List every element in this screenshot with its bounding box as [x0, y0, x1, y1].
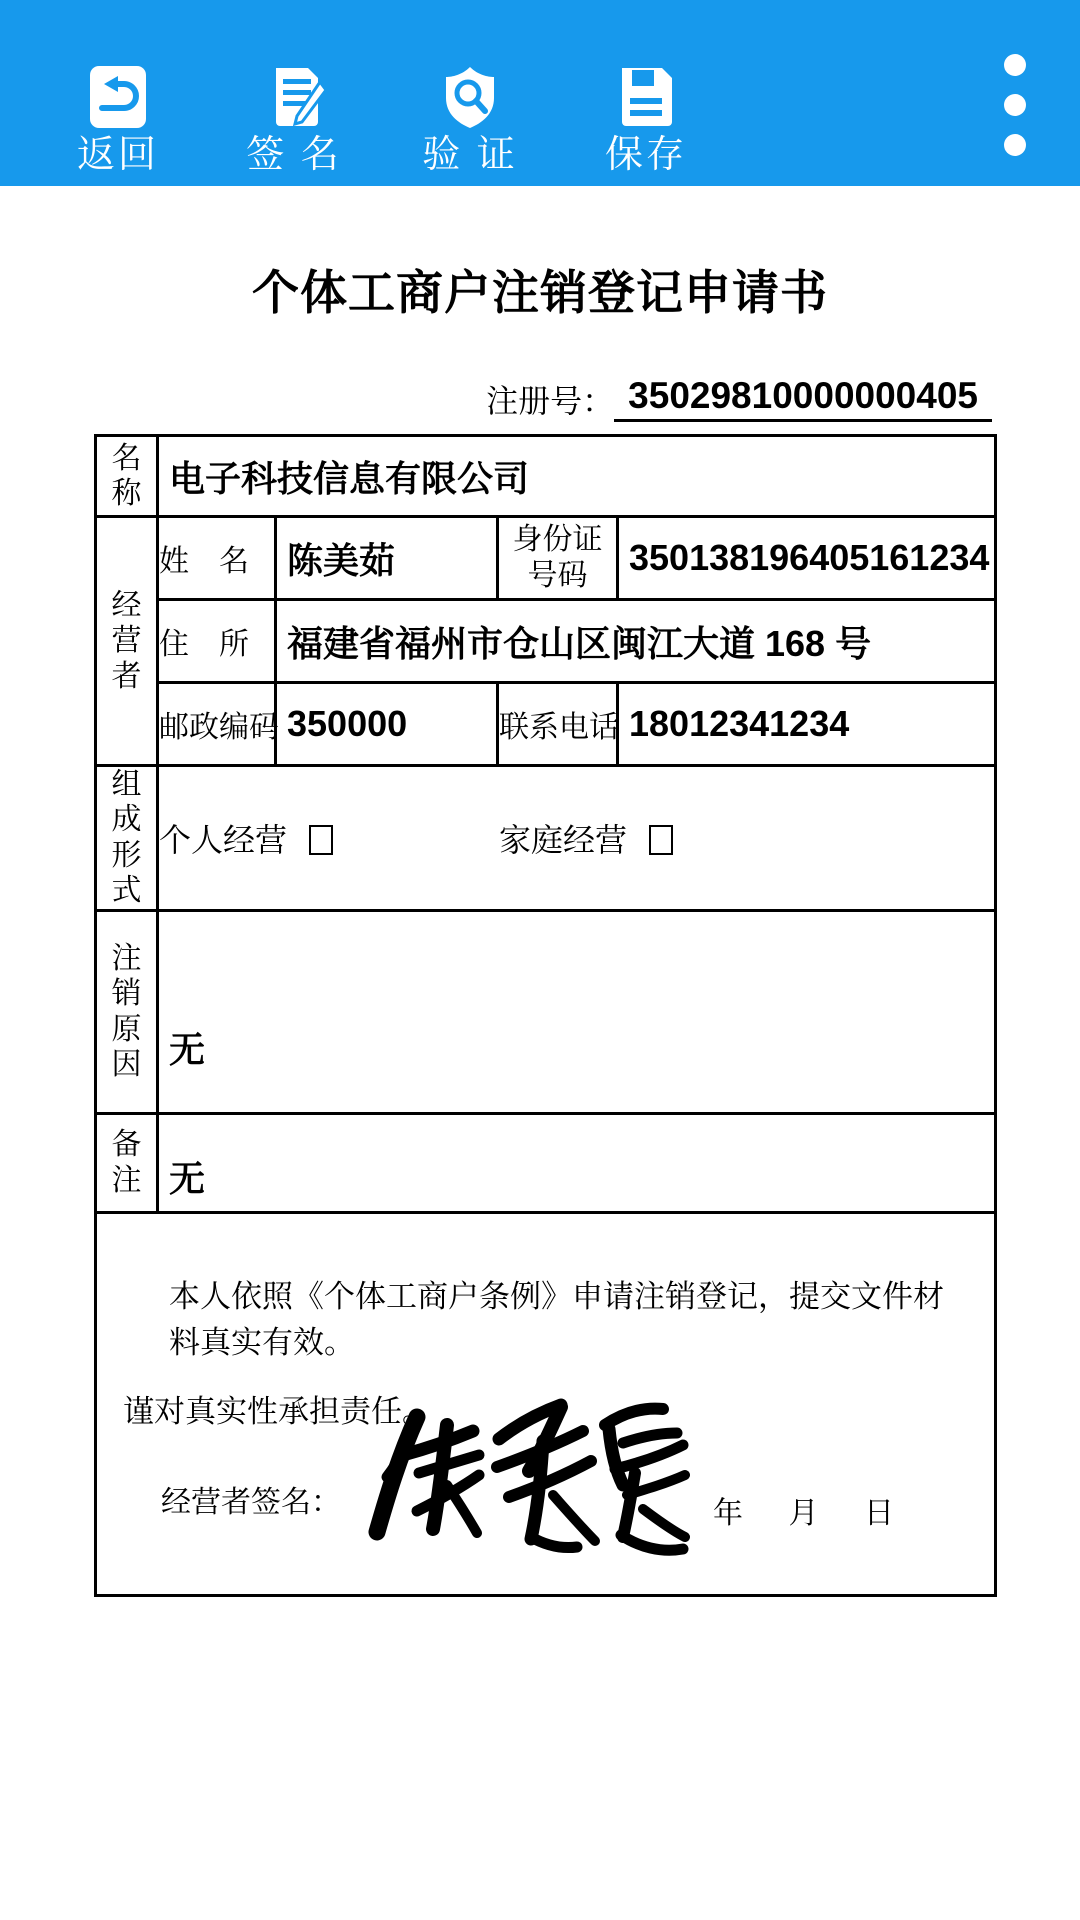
table-row-remark	[96, 1113, 996, 1212]
address-value-cell[interactable]	[276, 600, 996, 683]
date-year-label: 年	[713, 1496, 746, 1530]
remark-value-cell[interactable]	[158, 1113, 996, 1212]
composition-option-family[interactable]	[499, 815, 673, 861]
phone-value: 18012341234	[629, 703, 850, 744]
signature-image[interactable]	[347, 1377, 707, 1567]
postcode-label: 邮政编码	[158, 683, 276, 766]
table-row-composition	[96, 766, 996, 911]
composition-option-individual-label: 个人经营	[159, 821, 288, 858]
registration-number-label: 注册号：	[486, 383, 615, 419]
cancel-reason-value-cell[interactable]	[158, 910, 996, 1113]
save-button[interactable]	[558, 64, 734, 178]
address-label: 住 所	[158, 600, 276, 683]
declaration-line-2: 谨对真实性承担责任。	[123, 1393, 433, 1429]
name-value: 电子科技信息有限公司	[169, 457, 530, 499]
operator-row-label: 经 营 者	[96, 517, 158, 766]
phone-label: 联系电话	[498, 683, 618, 766]
phone-value-cell[interactable]	[618, 683, 996, 766]
name-row-value-cell[interactable]	[158, 436, 996, 517]
save-button-label: 保存	[604, 134, 687, 176]
more-options-button[interactable]	[950, 32, 1080, 178]
back-button-label: 返回	[76, 134, 159, 176]
back-button[interactable]	[30, 64, 206, 178]
table-row-declaration	[96, 1212, 996, 1595]
signature-label: 经营者签名：	[161, 1486, 341, 1520]
composition-row-label: 组 成 形 式	[96, 766, 158, 911]
date-month-label: 月	[788, 1496, 821, 1530]
sign-button-label: 签 名	[246, 134, 342, 176]
sign-button[interactable]	[206, 64, 382, 178]
id-number-label: 身份证 号码	[498, 517, 618, 600]
declaration-cell	[96, 1212, 996, 1595]
date-day-label: 日	[864, 1496, 897, 1530]
composition-option-family-label: 家庭经营	[499, 821, 628, 858]
verify-button[interactable]	[382, 64, 558, 178]
app-toolbar	[0, 0, 1080, 186]
person-name-value-cell[interactable]	[276, 517, 498, 600]
more-options-icon-dot3	[1004, 134, 1026, 156]
cancel-reason-row-label: 注 销 原 因	[96, 910, 158, 1113]
id-number-value: 350138196405161234	[629, 537, 990, 578]
document-pen-icon	[262, 64, 326, 130]
id-number-value-cell[interactable]	[618, 517, 996, 600]
remark-value: 无	[169, 1158, 206, 1200]
shield-search-icon	[438, 64, 502, 130]
postcode-value-cell[interactable]	[276, 683, 498, 766]
application-form-table	[94, 434, 997, 1597]
declaration-line-1: 本人依照《个体工商户条例》申请注销登记，提交文件材料真实有效。	[169, 1278, 944, 1361]
person-name-label: 姓 名	[158, 517, 276, 600]
date-placeholder-row	[713, 1488, 896, 1532]
page-title: 个体工商户注销登记申请书	[252, 266, 828, 319]
table-row-name	[96, 436, 996, 517]
floppy-disk-icon	[614, 64, 678, 130]
postcode-value: 350000	[287, 703, 408, 744]
remark-row-label: 备 注	[96, 1113, 158, 1212]
registration-number-value[interactable]: 35029810000000405	[614, 375, 992, 422]
more-options-icon	[1004, 54, 1026, 76]
composition-options-cell	[158, 766, 996, 911]
table-row-cancel-reason	[96, 910, 996, 1113]
document-body	[0, 186, 1080, 1920]
name-row-label: 名 称	[96, 436, 158, 517]
composition-option-individual-checkbox[interactable]	[309, 825, 333, 855]
more-options-icon-dot2	[1004, 94, 1026, 116]
undo-arrow-icon	[86, 64, 150, 130]
table-row-postcode-phone	[96, 683, 996, 766]
composition-option-individual[interactable]	[159, 815, 333, 861]
cancel-reason-value: 无	[169, 1029, 206, 1071]
registration-number-line	[0, 375, 1080, 422]
person-name-value: 陈美茹	[287, 539, 396, 581]
composition-option-family-checkbox[interactable]	[649, 825, 673, 855]
address-value: 福建省福州市仓山区闽江大道 168 号	[287, 622, 872, 664]
table-row-address	[96, 600, 996, 683]
verify-button-label: 验 证	[422, 134, 518, 176]
table-row-person-name	[96, 517, 996, 600]
